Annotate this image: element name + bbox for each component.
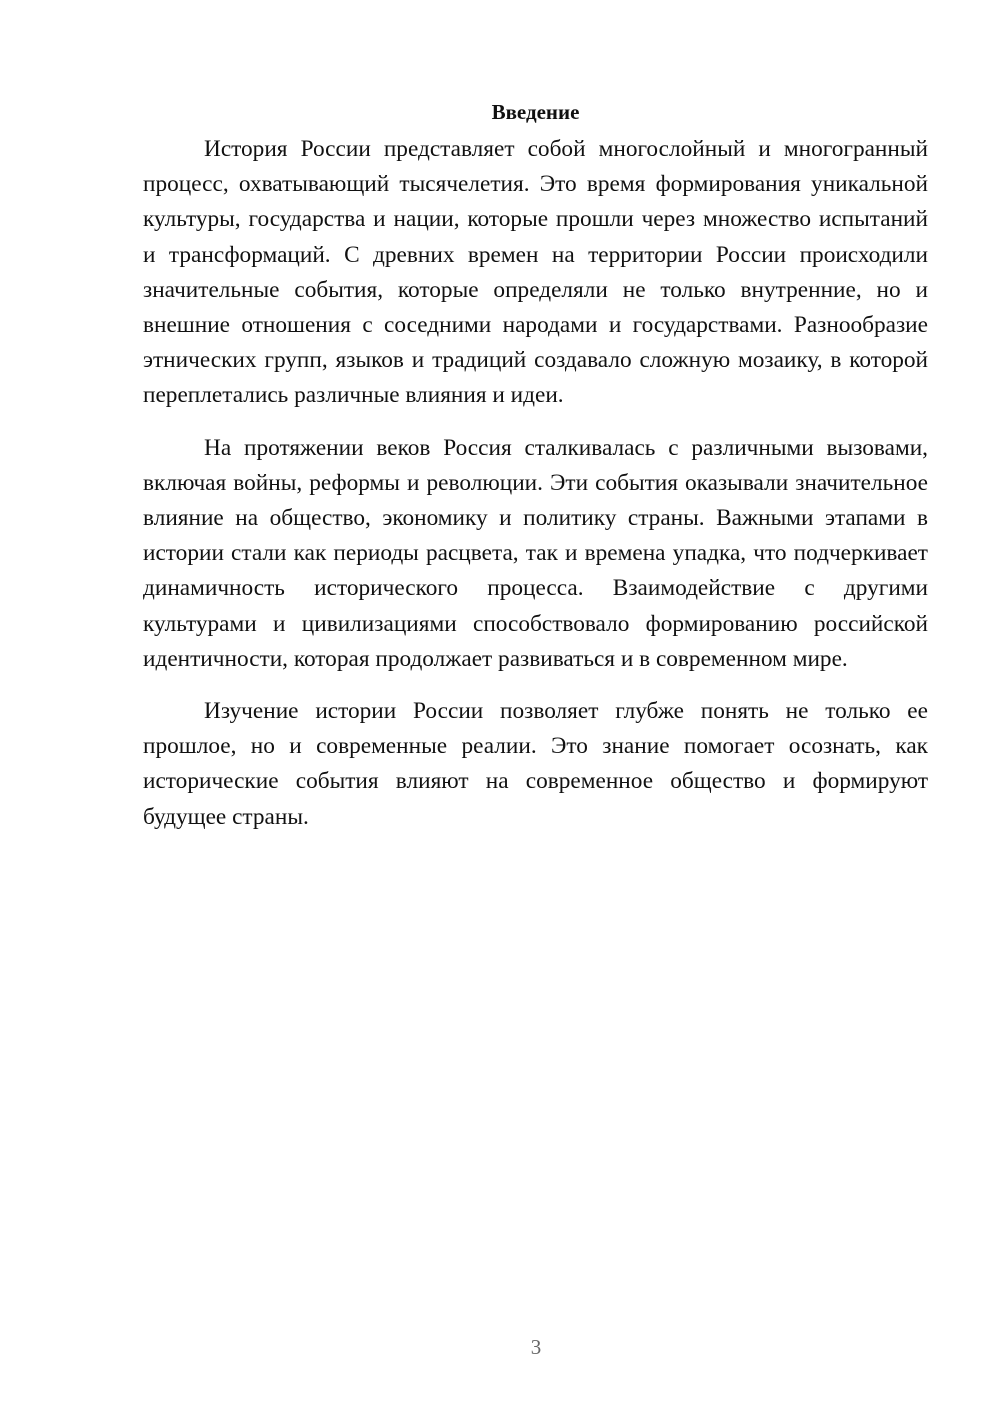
page-number: 3: [530, 1335, 542, 1359]
paragraph-2: На протяжении веков Россия сталкивалась с различными вызовами, включая войны, реформы и революции. Эти события оказывали значительное влияние на общество, экономику и политику страны. Важными этапами в истории стали как периоды расцвета, так и времена упадка, что подчеркивает динамичность исторического процесса. Взаимодействие с другими культурами и цивилизациями способствовало формированию российской идентичности, которая продолжает развиваться и в современном мире.: [143, 434, 928, 672]
paragraph-3: Изучение истории России позволяет глубже понять не только ее прошлое, но и современные реалии. Это знание помогает осознать, как исторические события влияют на современное общество и формируют будущее страны.: [143, 698, 928, 830]
section-heading: Введение: [491, 100, 580, 124]
paragraph-1: История России представляет собой многослойный и многогранный процесс, охватывающий тысячелетия. Это время формирования уникальной культуры, государства и нации, которые прошли через множество испытаний и трансформаций. С древних времен на территории России происходили значительные события, которые определяли не только внутренние, но и внешние отношения с соседними народами и государствами. Разнообразие этнических групп, языков и традиций создавало сложную мозаику, в которой переплетались различные влияния и идеи.: [143, 136, 928, 409]
page-content: [143, 96, 928, 852]
